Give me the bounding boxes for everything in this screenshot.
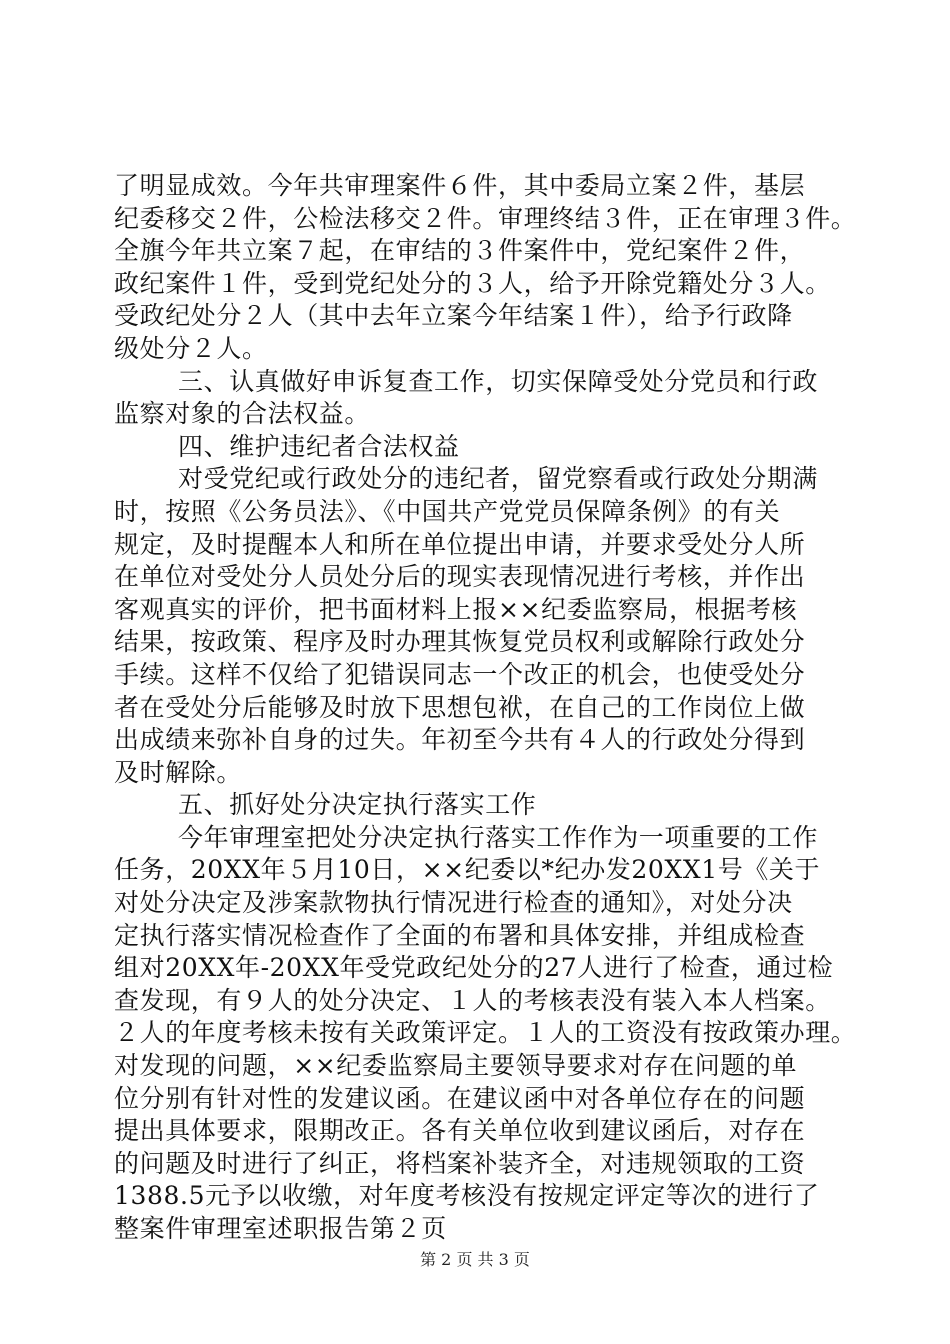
text-line: 了明显成效。今年共审理案件６件，其中委局立案２件，基层 — [114, 171, 806, 200]
text-line: 及时解除。 — [114, 757, 243, 787]
text-line: 手续。这样不仅给了犯错误同志一个改正的机会，也使受处分 — [114, 659, 806, 689]
text-line: 组对20XX年-20XX年受党政纪处分的27人进行了检查，通过检 — [114, 953, 834, 983]
text-line: 定执行落实情况检查作了全面的布署和具体安排，并组成检查 — [114, 920, 806, 950]
text-line: 纪委移交２件，公检法移交２件。审理终结３件，正在审理３件。 — [114, 203, 857, 233]
text-line: ２人的年度考核未按有关政策评定。１人的工资没有按政策办理。 — [114, 1018, 857, 1048]
text-line: 整案件审理室述职报告第２页 — [114, 1214, 447, 1243]
text-line: 规定，及时提醒本人和所在单位提出申请，并要求受处分人所 — [114, 529, 806, 559]
text-line: 对处分决定及涉案款物执行情况进行检查的通知》，对处分决 — [114, 888, 793, 918]
text-line: 者在受处分后能够及时放下思想包袱，在自己的工作岗位上做 — [114, 692, 806, 722]
text-line: 结果，按政策、程序及时办理其恢复党员权利或解除行政处分 — [114, 627, 806, 657]
page-number-footer: 第 2 页 共 3 页 — [420, 1250, 530, 1269]
text-line: 级处分２人。 — [114, 333, 268, 363]
text-line: 今年审理室把处分决定执行落实工作作为一项重要的工作 — [178, 822, 819, 852]
text-line: 全旗今年共立案７起，在审结的３件案件中，党纪案件２件， — [114, 236, 806, 266]
text-line: 监察对象的合法权益。 — [114, 399, 371, 429]
text-line: 政纪案件１件，受到党纪处分的３人，给予开除党籍处分３人。 — [114, 268, 831, 298]
text-line: 受政纪处分２人（其中去年立案今年结案１件），给予行政降 — [114, 301, 793, 331]
text-line: 的问题及时进行了纠正，将档案补装齐全，对违规领取的工资 — [114, 1148, 806, 1178]
text-line: 对受党纪或行政处分的违纪者，留党察看或行政处分期满 — [178, 464, 819, 494]
section-heading-5: 五、抓好处分决定执行落实工作 — [178, 790, 537, 820]
text-line: 查发现，有９人的处分决定、１人的考核表没有装入本人档案。 — [114, 985, 831, 1015]
text-line: 提出具体要求，限期改正。各有关单位收到建议函后，对存在 — [114, 1116, 806, 1146]
text-line: 位分别有针对性的发建议函。在建议函中对各单位存在的问题 — [114, 1083, 806, 1113]
text-line: 1388.5元予以收缴，对年度考核没有按规定评定等次的进行了 — [114, 1181, 820, 1211]
section-heading-3: 三、认真做好申诉复查工作，切实保障受处分党员和行政 — [178, 366, 819, 396]
body-text — [114, 170, 857, 1246]
section-heading-4: 四、维护违纪者合法权益 — [178, 431, 460, 461]
text-line: 出成绩来弥补自身的过失。年初至今共有４人的行政处分得到 — [114, 725, 806, 755]
text-line: 任务，20XX年５月10日，××纪委以*纪办发20XX1号《关于 — [114, 855, 821, 885]
text-line: 客观真实的评价，把书面材料上报××纪委监察局，根据考核 — [114, 594, 798, 624]
text-line: 在单位对受处分人员处分后的现实表现情况进行考核，并作出 — [114, 562, 806, 592]
text-line: 对发现的问题，××纪委监察局主要领导要求对存在问题的单 — [114, 1051, 798, 1081]
text-line: 时，按照《公务员法》、《中国共产党党员保障条例》的有关 — [114, 496, 781, 526]
